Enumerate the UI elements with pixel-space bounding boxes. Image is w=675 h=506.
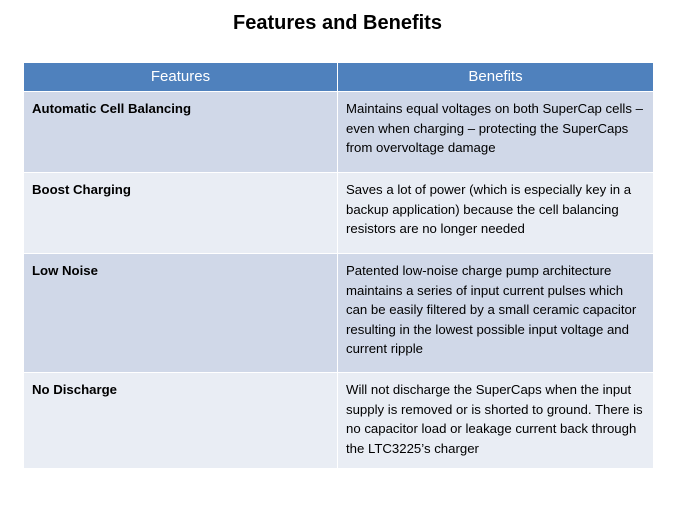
table-row	[24, 254, 654, 373]
table-row	[24, 92, 654, 173]
slide-title: Features and Benefits	[233, 12, 442, 34]
benefit-cell: Maintains equal voltages on both SuperCap cells – even when charging – protecting the SuperCaps from overvoltage damage	[338, 92, 654, 173]
benefit-cell: Will not discharge the SuperCaps when the input supply is removed or is shorted to ground. There is no capacitor load or leakage current back through the LTC3225’s charger	[338, 373, 654, 469]
features-benefits-table	[23, 62, 654, 469]
features-column-header: Features	[24, 63, 338, 92]
feature-cell: Boost Charging	[24, 173, 338, 254]
table-row	[24, 173, 654, 254]
table-header-row	[24, 63, 654, 92]
feature-cell: Low Noise	[24, 254, 338, 373]
feature-cell: Automatic Cell Balancing	[24, 92, 338, 173]
feature-cell: No Discharge	[24, 373, 338, 469]
benefits-column-header: Benefits	[338, 63, 654, 92]
table-row	[24, 373, 654, 469]
benefit-cell: Patented low-noise charge pump architecture maintains a series of input current pulses which can be easily filtered by a small ceramic capacitor resulting in the lowest possible input voltage and current ripple	[338, 254, 654, 373]
benefit-cell: Saves a lot of power (which is especially key in a backup application) because the cell balancing resistors are no longer needed	[338, 173, 654, 254]
